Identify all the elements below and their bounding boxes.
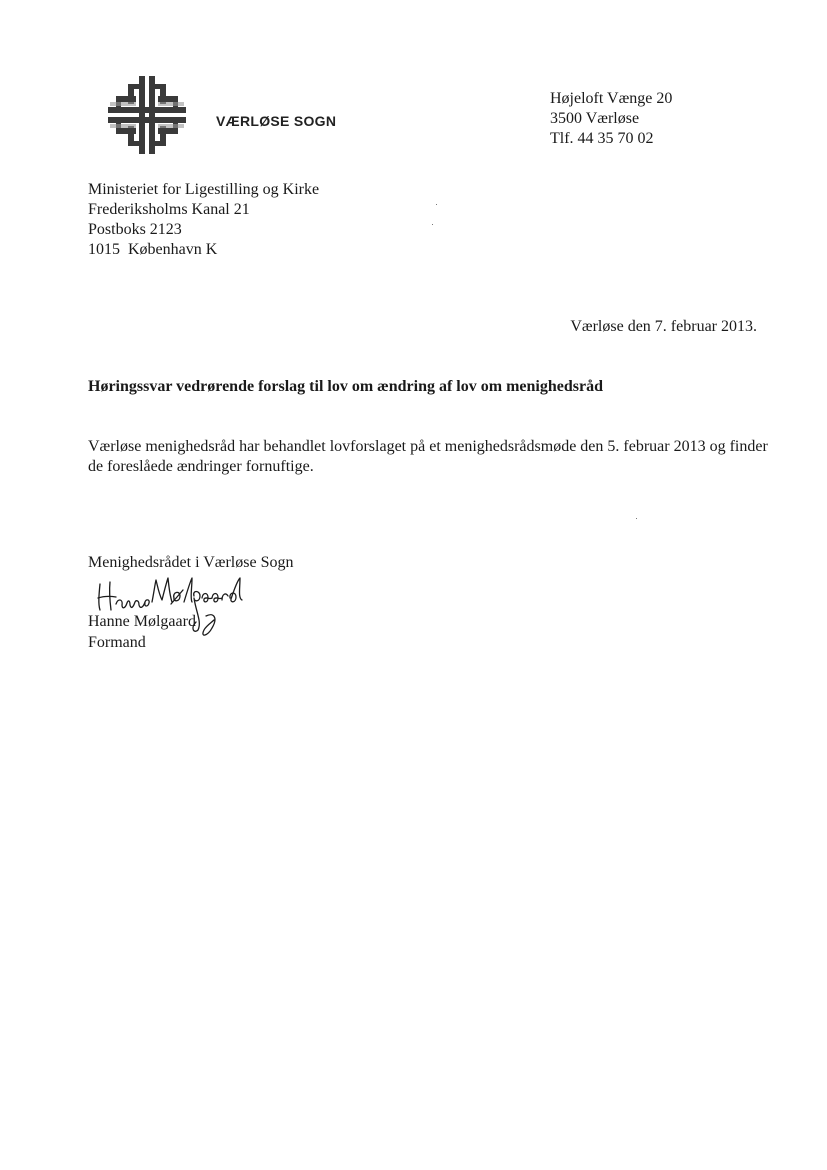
recipient-street: Frederiksholms Kanal 21 <box>88 201 250 218</box>
signer-name: Hanne Mølgaard <box>88 613 196 630</box>
scan-speck <box>636 518 637 519</box>
letter-subject: Høringssvar vedrørende forslag til lov om ændring af lov om menighedsråd <box>88 378 603 395</box>
letter-closing: Menighedsrådet i Værløse Sogn <box>88 554 294 571</box>
sender-street: Højeloft Vænge 20 <box>550 90 673 107</box>
sender-phone: Tlf. 44 35 70 02 <box>550 130 654 147</box>
scan-speck <box>436 204 437 205</box>
cross-logo-icon <box>106 74 188 156</box>
letter-body: Værløse menighedsråd har behandlet lovforslaget på et menighedsrådsmøde den 5. februar 2013 og finder de foreslåede ændringer fornuftige. <box>88 438 768 475</box>
recipient-city: 1015 København K <box>88 241 218 258</box>
recipient-address <box>88 180 319 260</box>
sender-city: 3500 Værløse <box>550 110 640 127</box>
letter-date: Værløse den 7. februar 2013. <box>570 318 757 335</box>
scan-speck <box>432 224 433 225</box>
signer-title: Formand <box>88 634 146 651</box>
organization-name: VÆRLØSE SOGN <box>216 113 337 129</box>
recipient-name: Ministeriet for Ligestilling og Kirke <box>88 181 320 198</box>
recipient-pobox: Postboks 2123 <box>88 221 182 238</box>
sender-address <box>550 89 672 149</box>
